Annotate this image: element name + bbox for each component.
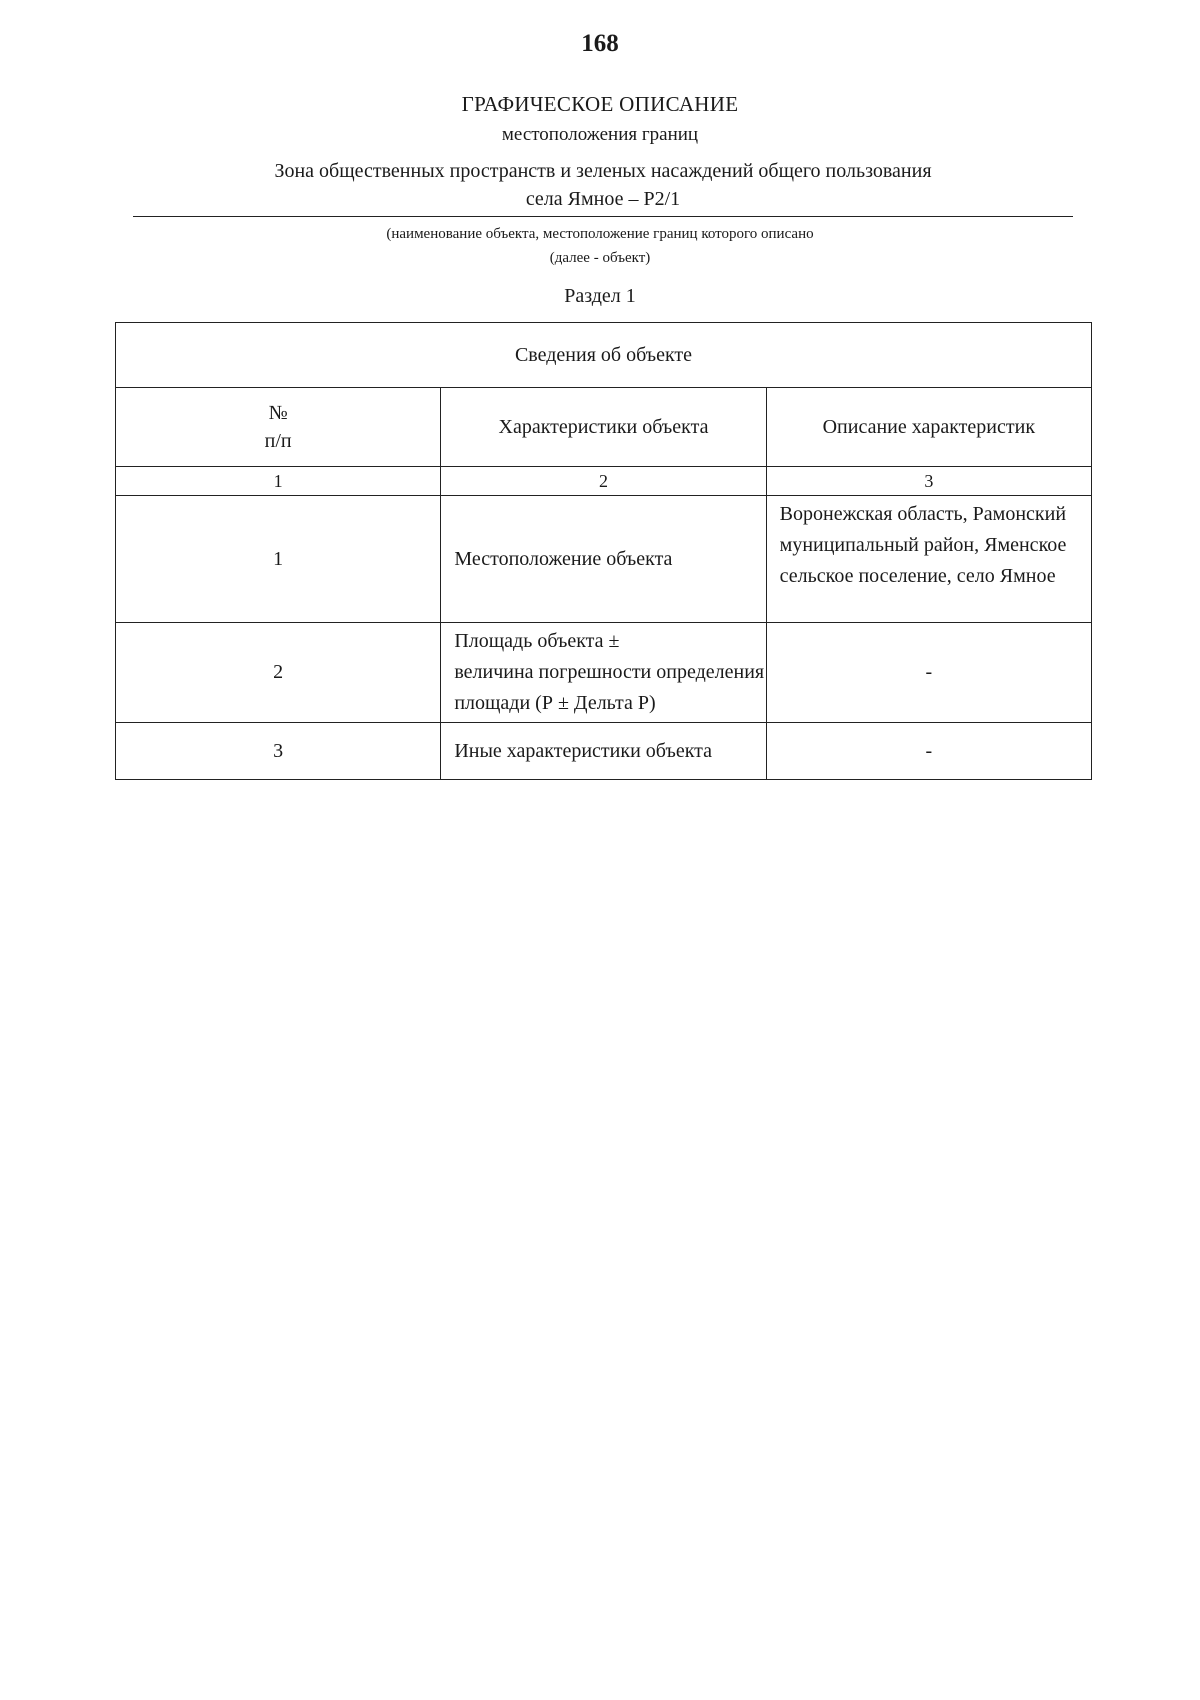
row-description: - [766, 723, 1091, 780]
description-line: муниципальный район, Яменское [779, 534, 1067, 556]
column-index-1: 1 [116, 467, 441, 496]
description-line: сельское поселение, село Ямное [779, 565, 1056, 587]
object-name-caption [0, 222, 1200, 270]
description-line: Воронежская область, Рамонский [779, 503, 1067, 525]
characteristic-line: Площадь объекта ± [454, 630, 620, 652]
table-title-row [116, 323, 1092, 388]
characteristic-line: величина погрешности определения [454, 661, 765, 683]
page-number: 168 [581, 30, 619, 57]
object-name-underline [133, 216, 1073, 217]
caption-line-2: (далее - объект) [549, 250, 651, 266]
column-index-3: 3 [766, 467, 1091, 496]
object-name [133, 157, 1073, 213]
row-characteristic [441, 623, 766, 723]
row-description: - [766, 623, 1091, 723]
header-num [116, 388, 441, 467]
table-title: Сведения об объекте [116, 323, 1092, 388]
row-num: 3 [116, 723, 441, 780]
characteristic-line: Иные характеристики объекта [454, 739, 713, 762]
document-title: ГРАФИЧЕСКОЕ ОПИСАНИЕ [461, 92, 739, 116]
column-index-2: 2 [441, 467, 766, 496]
characteristic-line: Местоположение объекта [454, 547, 673, 570]
row-characteristic [441, 496, 766, 623]
header-num-line-1: № [268, 402, 288, 424]
object-name-line-2: села Ямное – Р2/1 [525, 188, 681, 210]
column-index-row [116, 467, 1092, 496]
row-description [766, 496, 1091, 623]
object-info-table [115, 322, 1092, 780]
row-num: 1 [116, 496, 441, 623]
section-label: Раздел 1 [564, 285, 636, 307]
object-name-line-1: Зона общественных пространств и зеленых насаждений общего пользования [274, 160, 932, 182]
row-num: 2 [116, 623, 441, 723]
table-header-row [116, 388, 1092, 467]
header-num-line-2: п/п [264, 430, 292, 452]
row-characteristic [441, 723, 766, 780]
document-subtitle: местоположения границ [501, 124, 699, 145]
table-row [116, 623, 1092, 723]
table-row [116, 723, 1092, 780]
table-row [116, 496, 1092, 623]
caption-line-1: (наименование объекта, местоположение границ которого описано [386, 226, 814, 242]
header-characteristic: Характеристики объекта [441, 388, 766, 467]
header-description: Описание характеристик [766, 388, 1091, 467]
characteristic-line: площади (Р ± Дельта Р) [454, 692, 656, 714]
